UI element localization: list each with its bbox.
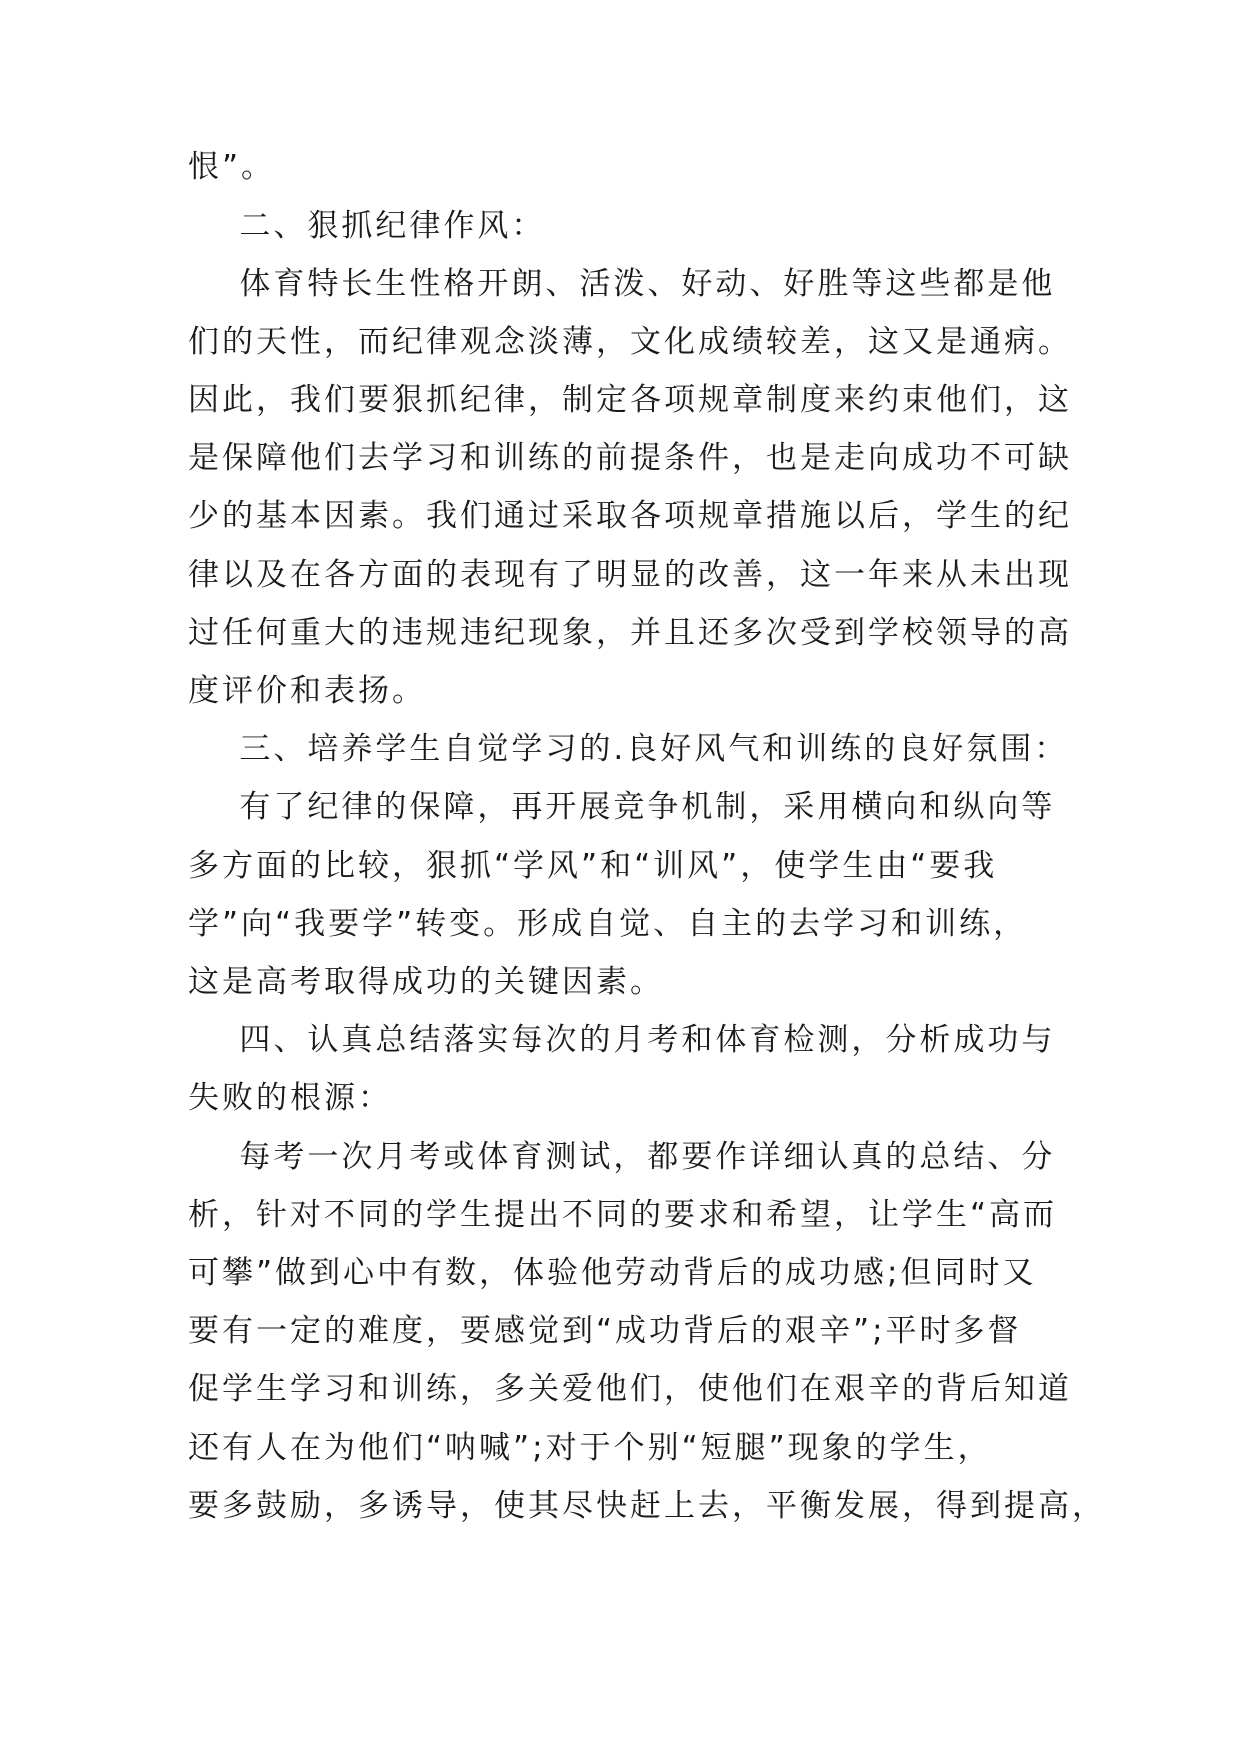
text-line: 还有人在为他们“呐喊”;对于个别“短腿”现象的学生， <box>188 1430 992 1466</box>
text-line: 体育特长生性格开朗、活泼、好动、好胜等这些都是他 <box>188 266 1056 302</box>
text-line: 要有一定的难度，要感觉到“成功背后的艰辛”;平时多督 <box>188 1313 1022 1349</box>
text-line: 们的天性，而纪律观念淡薄，文化成绩较差，这又是通病。 <box>188 324 1072 360</box>
text-line: 度评价和表扬。 <box>188 673 426 709</box>
text-line: 学”向“我要学”转变。形成自觉、自主的去学习和训练， <box>188 906 1028 942</box>
text-line: 要多鼓励，多诱导，使其尽快赶上去，平衡发展，得到提高， <box>188 1488 1106 1524</box>
text-line: 因此，我们要狠抓纪律，制定各项规章制度来约束他们，这 <box>188 382 1072 418</box>
text-line: 析，针对不同的学生提出不同的要求和希望，让学生“高而 <box>188 1197 1058 1233</box>
text-line: 每考一次月考或体育测试，都要作详细认真的总结、分 <box>188 1139 1056 1175</box>
text-line: 少的基本因素。我们通过采取各项规章措施以后，学生的纪 <box>188 498 1072 534</box>
text-line: 促学生学习和训练，多关爱他们，使他们在艰辛的背后知道 <box>188 1371 1072 1407</box>
section-heading: 二、狠抓纪律作风： <box>188 208 546 244</box>
text-line: 是保障他们去学习和训练的前提条件，也是走向成功不可缺 <box>188 440 1072 476</box>
section-heading: 失败的根源： <box>188 1080 392 1116</box>
section-heading: 三、培养学生自觉学习的.良好风气和训练的良好氛围： <box>188 731 1069 767</box>
text-line: 有了纪律的保障，再开展竞争机制，采用横向和纵向等 <box>188 789 1056 825</box>
text-line: 律以及在各方面的表现有了明显的改善，这一年来从未出现 <box>188 557 1072 593</box>
text-line: 恨”。 <box>188 149 276 185</box>
text-line: 可攀”做到心中有数，体验他劳动背后的成功感;但同时又 <box>188 1255 1037 1291</box>
text-line: 过任何重大的违规违纪现象，并且还多次受到学校领导的高 <box>188 615 1072 651</box>
text-line: 多方面的比较，狠抓“学风”和“训风”，使学生由“要我 <box>188 848 998 884</box>
text-line: 这是高考取得成功的关键因素。 <box>188 964 664 1000</box>
section-heading: 四、认真总结落实每次的月考和体育检测，分析成功与 <box>188 1022 1056 1058</box>
